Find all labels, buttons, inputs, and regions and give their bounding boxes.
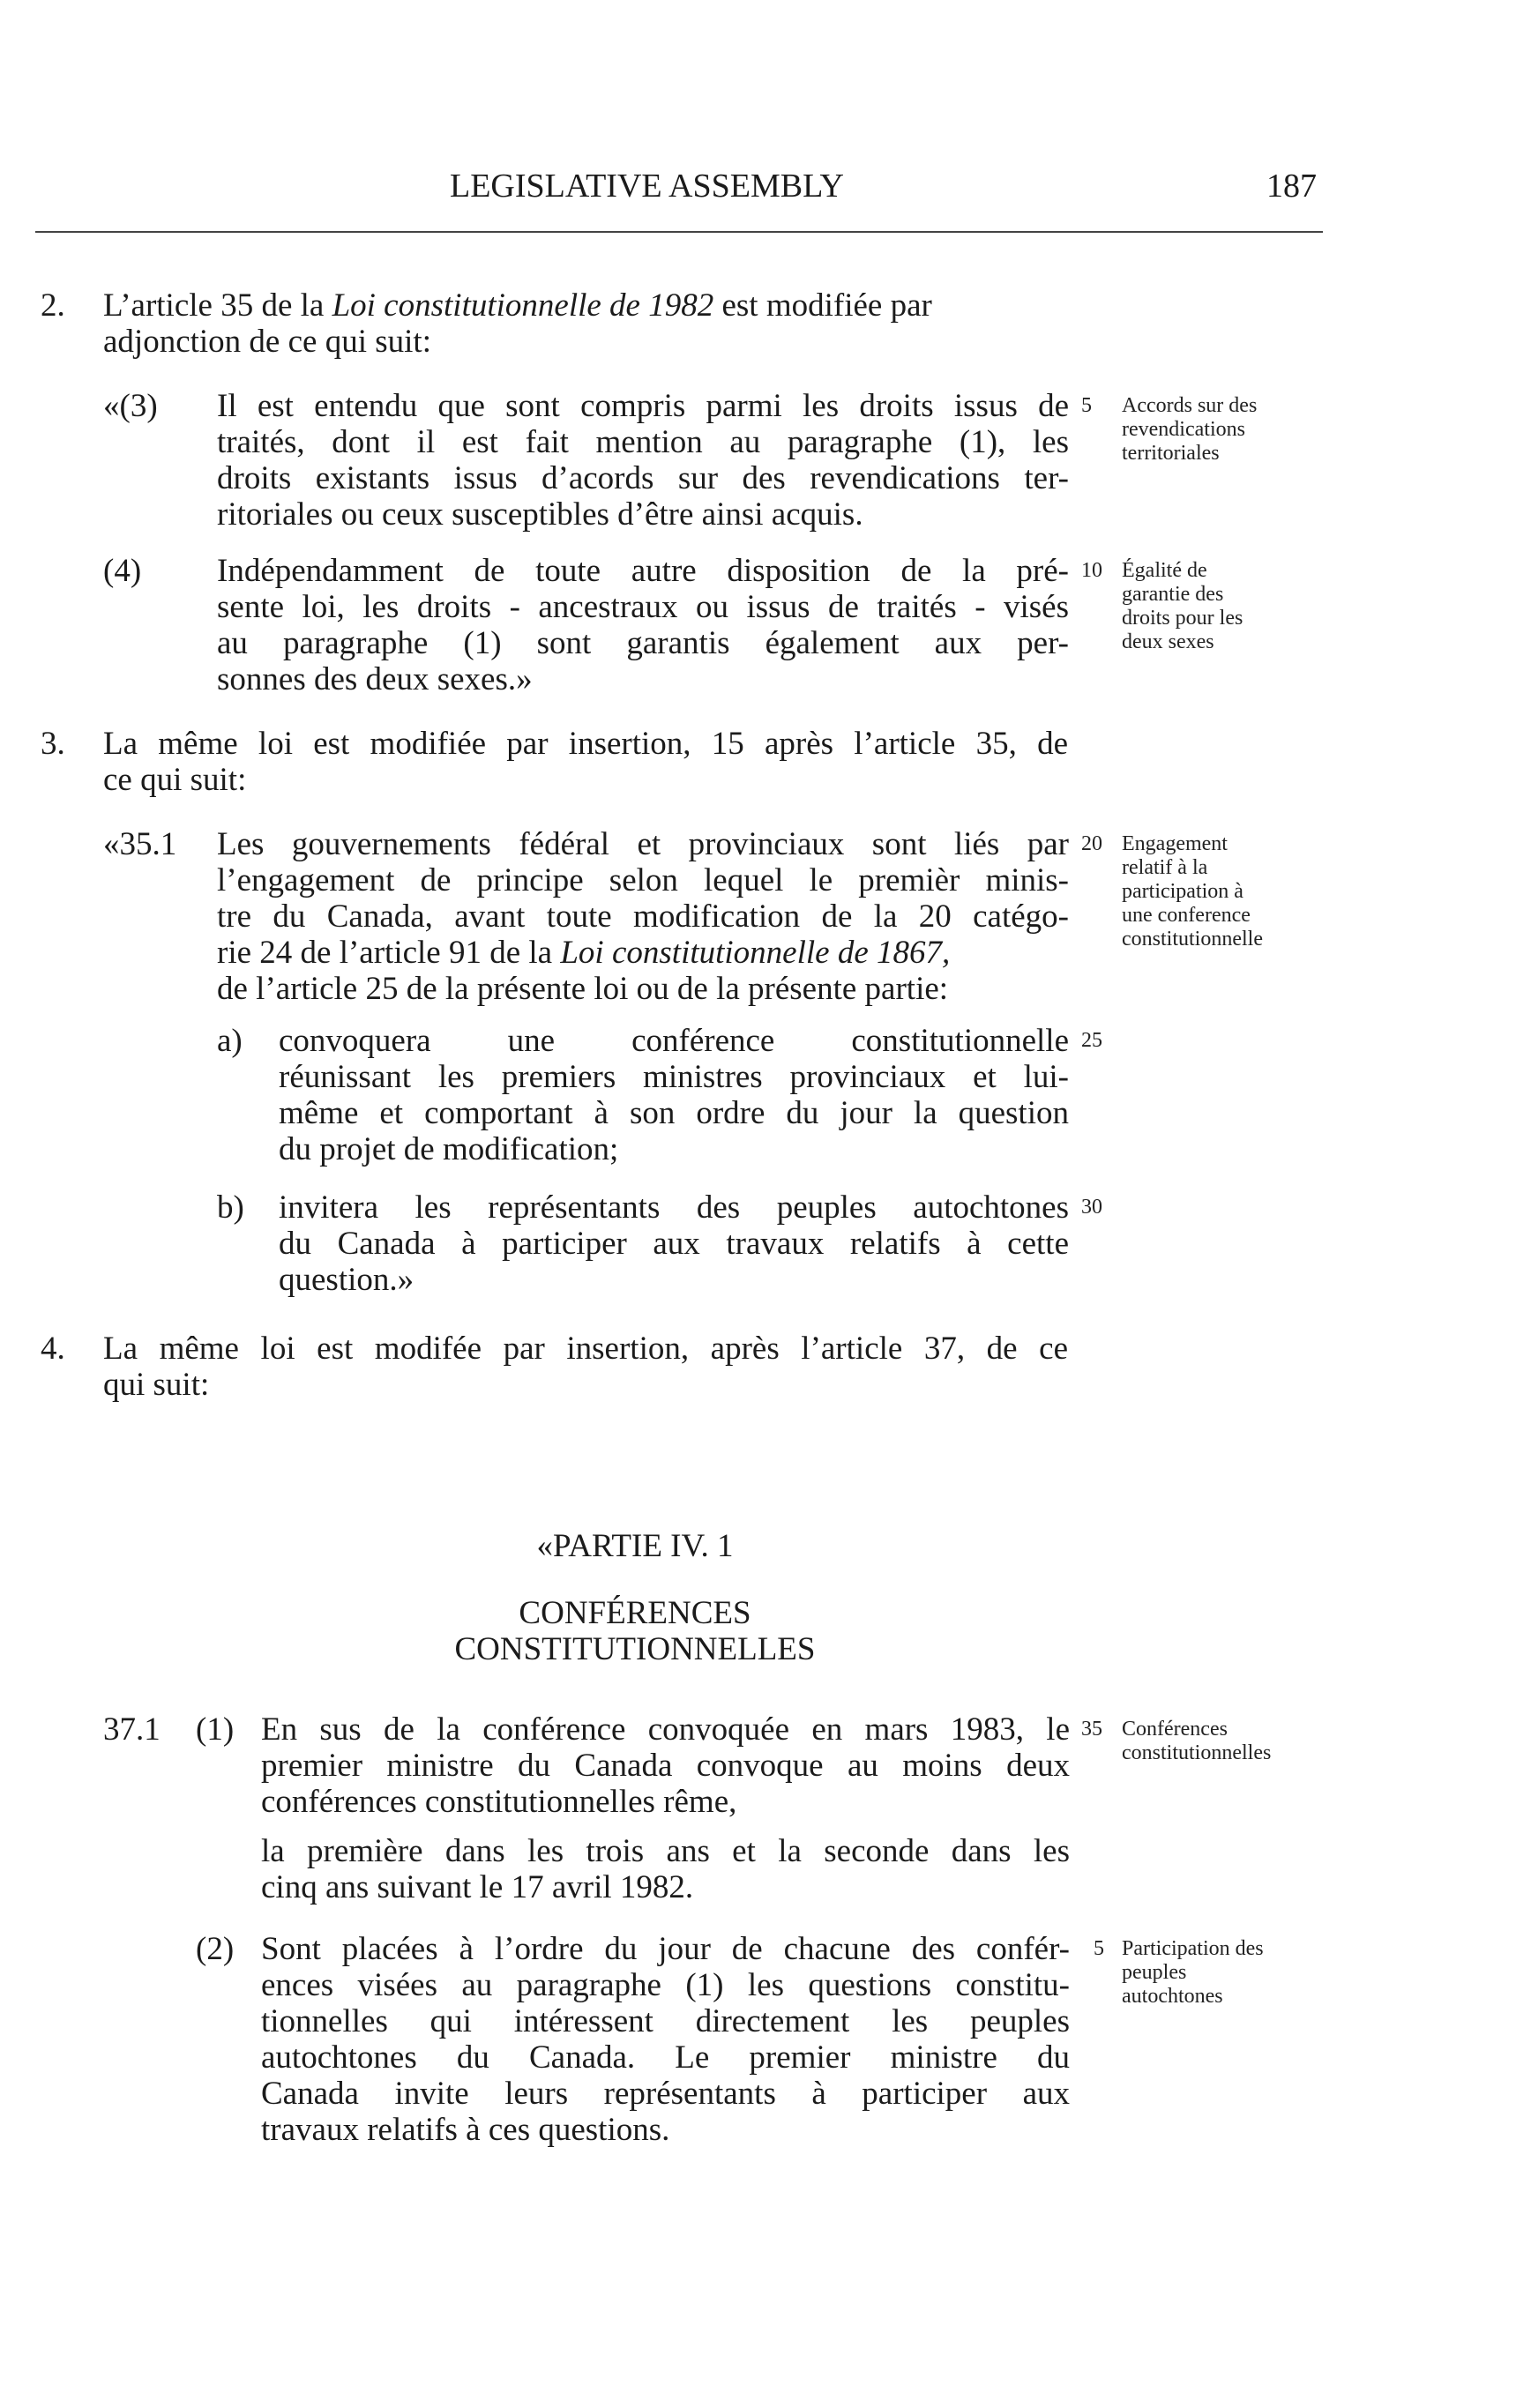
margin-note: Engagement relatif à la participation à une conference constitutionnelle <box>1122 832 1263 951</box>
paragraph-number: (2) <box>196 1931 235 1967</box>
paragraph-1: En sus de la conférence convoquée en mars 1983, le premier ministre du Canada convoque au moins deux conférences constitutionnelles rême, <box>261 1711 1070 1820</box>
paragraph-number: (1) <box>196 1711 235 1748</box>
section-number: 2. <box>41 287 65 324</box>
line-number: 10 <box>1081 559 1102 582</box>
page-number: 187 <box>1266 168 1317 205</box>
header-rule <box>35 231 1323 233</box>
paragraph-1-continuation: la première dans les trois ans et la seconde dans les cinq ans suivant le 17 avril 1982. <box>261 1833 1070 1905</box>
margin-note: Participation des peuples autochtones <box>1122 1937 1264 2008</box>
section-number: 3. <box>41 726 65 762</box>
margin-note: Accords sur des revendications territoriales <box>1122 394 1258 465</box>
margin-note: Égalité de garantie des droits pour les deux sexes <box>1122 559 1243 653</box>
margin-note: Conférences constitutionnelles <box>1122 1718 1272 1764</box>
paragraph-2: Sont placées à l’ordre du jour de chacune des confér- ences visées au paragraphe (1) les questions constitu- tionnelles qui intéressent directement les peuples autochtones du Canada. Le premier ministre du Canada invite leurs représentants à participer aux travaux relatifs à ces questions. <box>261 1931 1070 2148</box>
line-number: 35 <box>1081 1718 1102 1741</box>
paragraph-number: «(3) <box>103 388 158 424</box>
section-intro-cont: adjonction de ce qui suit: <box>103 324 431 360</box>
section-number: 4. <box>41 1331 65 1367</box>
part-heading-line: CONFÉRENCES <box>519 1595 751 1631</box>
line-number: 5 <box>1081 394 1092 417</box>
section-intro: La même loi est modifée par insertion, après l’article 37, de ce qui suit: <box>103 1331 1068 1403</box>
header-title: LEGISLATIVE ASSEMBLY <box>450 168 844 205</box>
item-a: convoquera une conférence constitutionnelle réunissant les premiers ministres provinciaux et lui- même et comportant à son ordre du jour la question du projet de modification; <box>279 1023 1069 1167</box>
paragraph-number: (4) <box>103 553 142 589</box>
section-intro: La même loi est modifiée par insertion, 15 après l’article 35, de ce qui suit: <box>103 726 1068 798</box>
item-b: invitera les représentants des peuples autochtones du Canada à participer aux travaux relatifs à cette question.» <box>279 1189 1069 1298</box>
part-title: «PARTIE IV. 1 <box>536 1528 734 1564</box>
part-heading-line: CONSTITUTIONNELLES <box>454 1631 816 1667</box>
line-number: 25 <box>1081 1029 1102 1052</box>
item-letter: b) <box>217 1189 244 1226</box>
section-number: 37.1 <box>103 1711 161 1748</box>
section-intro: L’article 35 de la Loi constitutionnelle de 1982 est modifiée par <box>103 287 932 324</box>
paragraph-number: «35.1 <box>103 826 177 862</box>
paragraph-4: Indépendamment de toute autre disposition de la pré- sente loi, les droits - ancestraux ou issus de traités - visés au paragraphe (1) sont garantis également aux per- sonnes des deux sexes.» <box>217 553 1069 697</box>
item-letter: a) <box>217 1023 243 1059</box>
paragraph-35-1: Les gouvernements fédéral et provinciaux sont liés par l’engagement de principe selon lequel le premièr minis- tre du Canada, avant toute modification de la 20 catégo- rie 24 de l’article 91 de la Loi constitutionnelle de 1867, de l’article 25 de la présente loi ou de la présente partie: <box>217 826 1069 1007</box>
line-number: 30 <box>1081 1196 1102 1219</box>
paragraph-3: Il est entendu que sont compris parmi les droits issus de traités, dont il est fait mention au paragraphe (1), les droits existants issus d’acords sur des revendications ter- ritoriales ou ceux susceptibles d’être ainsi acquis. <box>217 388 1069 533</box>
line-number: 5 <box>1094 1937 1104 1960</box>
line-number: 20 <box>1081 832 1102 855</box>
